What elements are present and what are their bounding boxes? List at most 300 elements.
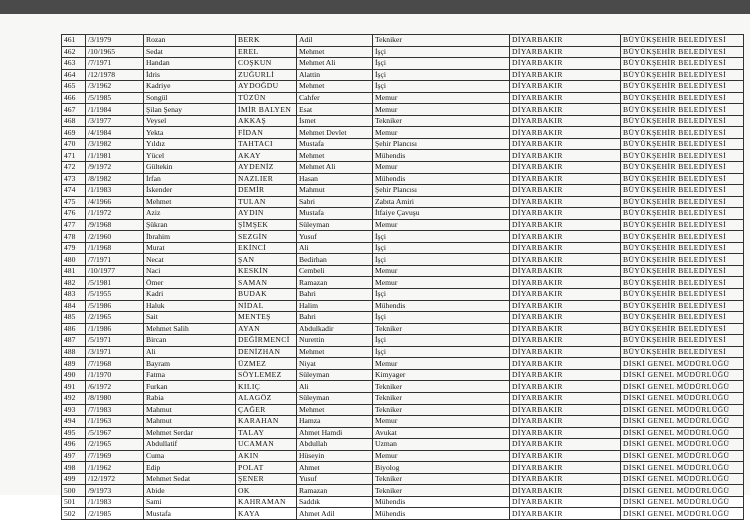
surname-cell: FİDAN — [236, 127, 297, 139]
city-cell: DİYARBAKIR — [510, 196, 621, 208]
table-row — [62, 219, 744, 231]
father-name-cell: Mehmet — [297, 346, 373, 358]
father-name-cell: Hasan — [297, 173, 373, 185]
row-number-cell: 470 — [62, 138, 86, 150]
position-cell: Tekniker — [373, 392, 510, 404]
first-name-cell: İdris — [144, 69, 236, 81]
institution-cell: BÜYÜKŞEHİR BELEDİYESİ — [621, 127, 744, 139]
birth-date-cell: /1/1986 — [86, 323, 144, 335]
row-number-cell: 495 — [62, 427, 86, 439]
table-row — [62, 404, 744, 416]
surname-cell: NİDAL — [236, 300, 297, 312]
birth-date-cell: /1/1968 — [86, 242, 144, 254]
first-name-cell: Mehmet Sedat — [144, 473, 236, 485]
city-cell: DİYARBAKIR — [510, 392, 621, 404]
row-number-cell: 467 — [62, 104, 86, 116]
first-name-cell: Kadri — [144, 289, 236, 301]
table-row — [62, 81, 744, 93]
surname-cell: KESKİN — [236, 265, 297, 277]
row-number-cell: 498 — [62, 462, 86, 474]
institution-cell: DİSKİ GENEL MÜDÜRLÜĞÜ — [621, 381, 744, 393]
position-cell: Tekniker — [373, 323, 510, 335]
birth-date-cell: /1/1983 — [86, 496, 144, 508]
birth-date-cell: /12/1978 — [86, 69, 144, 81]
city-cell: DİYARBAKIR — [510, 358, 621, 370]
father-name-cell: Saddık — [297, 496, 373, 508]
surname-cell: SAMAN — [236, 277, 297, 289]
city-cell: DİYARBAKIR — [510, 162, 621, 174]
father-name-cell: Hamza — [297, 416, 373, 428]
city-cell: DİYARBAKIR — [510, 289, 621, 301]
surname-cell: AKIN — [236, 450, 297, 462]
birth-date-cell: /7/1968 — [86, 358, 144, 370]
father-name-cell: Mustafa — [297, 208, 373, 220]
table-row — [62, 381, 744, 393]
city-cell: DİYARBAKIR — [510, 185, 621, 197]
table-row — [62, 185, 744, 197]
institution-cell: DİSKİ GENEL MÜDÜRLÜĞÜ — [621, 358, 744, 370]
birth-date-cell: /10/1977 — [86, 265, 144, 277]
city-cell: DİYARBAKIR — [510, 115, 621, 127]
first-name-cell: İbrahim — [144, 231, 236, 243]
table-row — [62, 242, 744, 254]
table-row — [62, 450, 744, 462]
position-cell: Tekniker — [373, 115, 510, 127]
birth-date-cell: /7/1971 — [86, 254, 144, 266]
father-name-cell: Abdullah — [297, 439, 373, 451]
position-cell: Memur — [373, 277, 510, 289]
position-cell: Memur — [373, 104, 510, 116]
institution-cell: DİSKİ GENEL MÜDÜRLÜĞÜ — [621, 508, 744, 520]
birth-date-cell: /3/1977 — [86, 115, 144, 127]
table-row — [62, 115, 744, 127]
surname-cell: ŞENER — [236, 473, 297, 485]
surname-cell: KAHRAMAN — [236, 496, 297, 508]
first-name-cell: Yekta — [144, 127, 236, 139]
row-number-cell: 496 — [62, 439, 86, 451]
table-row — [62, 254, 744, 266]
city-cell: DİYARBAKIR — [510, 138, 621, 150]
birth-date-cell: /3/1962 — [86, 81, 144, 93]
birth-date-cell: /9/1972 — [86, 162, 144, 174]
row-number-cell: 482 — [62, 277, 86, 289]
row-number-cell: 465 — [62, 81, 86, 93]
row-number-cell: 464 — [62, 69, 86, 81]
first-name-cell: Haluk — [144, 300, 236, 312]
surname-cell: TULAN — [236, 196, 297, 208]
city-cell: DİYARBAKIR — [510, 231, 621, 243]
table-row — [62, 104, 744, 116]
institution-cell: BÜYÜKŞEHİR BELEDİYESİ — [621, 312, 744, 324]
father-name-cell: Esat — [297, 104, 373, 116]
position-cell: İşçi — [373, 231, 510, 243]
table-row — [62, 208, 744, 220]
city-cell: DİYARBAKIR — [510, 346, 621, 358]
institution-cell: BÜYÜKŞEHİR BELEDİYESİ — [621, 277, 744, 289]
birth-date-cell: /7/1969 — [86, 450, 144, 462]
position-cell: Memur — [373, 450, 510, 462]
position-cell: Memur — [373, 127, 510, 139]
father-name-cell: Yusuf — [297, 231, 373, 243]
table-row — [62, 496, 744, 508]
surname-cell: ŞAN — [236, 254, 297, 266]
first-name-cell: Sait — [144, 312, 236, 324]
position-cell: Memur — [373, 358, 510, 370]
surname-cell: DEMİR — [236, 185, 297, 197]
row-number-cell: 500 — [62, 485, 86, 497]
birth-date-cell: /8/1982 — [86, 173, 144, 185]
institution-cell: BÜYÜKŞEHİR BELEDİYESİ — [621, 104, 744, 116]
first-name-cell: Necat — [144, 254, 236, 266]
institution-cell: BÜYÜKŞEHİR BELEDİYESİ — [621, 162, 744, 174]
first-name-cell: Abdullatif — [144, 439, 236, 451]
father-name-cell: Mehmet Devlet — [297, 127, 373, 139]
position-cell: Mühendis — [373, 508, 510, 520]
birth-date-cell: /1/1972 — [86, 208, 144, 220]
father-name-cell: Alattin — [297, 69, 373, 81]
institution-cell: BÜYÜKŞEHİR BELEDİYESİ — [621, 346, 744, 358]
row-number-cell: 487 — [62, 335, 86, 347]
birth-date-cell: /3/1971 — [86, 346, 144, 358]
first-name-cell: Edip — [144, 462, 236, 474]
birth-date-cell: /5/1981 — [86, 277, 144, 289]
father-name-cell: Ramazan — [297, 277, 373, 289]
table-row — [62, 173, 744, 185]
row-number-cell: 476 — [62, 208, 86, 220]
institution-cell: BÜYÜKŞEHİR BELEDİYESİ — [621, 335, 744, 347]
father-name-cell: İsmet — [297, 115, 373, 127]
surname-cell: AKKAŞ — [236, 115, 297, 127]
position-cell: Memur — [373, 219, 510, 231]
father-name-cell: Ali — [297, 381, 373, 393]
birth-date-cell: /2/1985 — [86, 508, 144, 520]
father-name-cell: Nurettin — [297, 335, 373, 347]
city-cell: DİYARBAKIR — [510, 439, 621, 451]
first-name-cell: Aziz — [144, 208, 236, 220]
table-row — [62, 369, 744, 381]
birth-date-cell: /5/1986 — [86, 300, 144, 312]
birth-date-cell: /7/1983 — [86, 404, 144, 416]
surname-cell: EKİNCİ — [236, 242, 297, 254]
surname-cell: ŞİMŞEK — [236, 219, 297, 231]
birth-date-cell: /3/1982 — [86, 138, 144, 150]
city-cell: DİYARBAKIR — [510, 35, 621, 47]
position-cell: İşçi — [373, 346, 510, 358]
father-name-cell: Mehmet Ali — [297, 58, 373, 70]
city-cell: DİYARBAKIR — [510, 416, 621, 428]
viewer-top-bar — [0, 0, 750, 14]
father-name-cell: Mehmet — [297, 81, 373, 93]
city-cell: DİYARBAKIR — [510, 81, 621, 93]
table-row — [62, 277, 744, 289]
first-name-cell: Mehmet — [144, 196, 236, 208]
position-cell: Memur — [373, 265, 510, 277]
row-number-cell: 490 — [62, 369, 86, 381]
father-name-cell: Abdulkadir — [297, 323, 373, 335]
birth-date-cell: /1/1970 — [86, 369, 144, 381]
institution-cell: BÜYÜKŞEHİR BELEDİYESİ — [621, 115, 744, 127]
table-row — [62, 35, 744, 47]
birth-date-cell: /6/1972 — [86, 381, 144, 393]
father-name-cell: Mustafa — [297, 138, 373, 150]
institution-cell: DİSKİ GENEL MÜDÜRLÜĞÜ — [621, 462, 744, 474]
city-cell: DİYARBAKIR — [510, 450, 621, 462]
row-number-cell: 472 — [62, 162, 86, 174]
table-row — [62, 473, 744, 485]
institution-cell: BÜYÜKŞEHİR BELEDİYESİ — [621, 81, 744, 93]
father-name-cell: Süleyman — [297, 392, 373, 404]
position-cell: İşçi — [373, 81, 510, 93]
city-cell: DİYARBAKIR — [510, 404, 621, 416]
institution-cell: BÜYÜKŞEHİR BELEDİYESİ — [621, 58, 744, 70]
table-row — [62, 508, 744, 520]
institution-cell: BÜYÜKŞEHİR BELEDİYESİ — [621, 69, 744, 81]
birth-date-cell: /1/1984 — [86, 104, 144, 116]
row-number-cell: 481 — [62, 265, 86, 277]
surname-cell: İMİR BALYEN — [236, 104, 297, 116]
city-cell: DİYARBAKIR — [510, 69, 621, 81]
city-cell: DİYARBAKIR — [510, 496, 621, 508]
father-name-cell: Yusuf — [297, 473, 373, 485]
position-cell: Tekniker — [373, 35, 510, 47]
position-cell: İşçi — [373, 312, 510, 324]
position-cell: İşçi — [373, 69, 510, 81]
surname-cell: AYDOĞDU — [236, 81, 297, 93]
institution-cell: BÜYÜKŞEHİR BELEDİYESİ — [621, 242, 744, 254]
table-row — [62, 323, 744, 335]
institution-cell: BÜYÜKŞEHİR BELEDİYESİ — [621, 208, 744, 220]
row-number-cell: 479 — [62, 242, 86, 254]
first-name-cell: Veysel — [144, 115, 236, 127]
institution-cell: DİSKİ GENEL MÜDÜRLÜĞÜ — [621, 369, 744, 381]
surname-cell: ALAGÖZ — [236, 392, 297, 404]
table-row — [62, 358, 744, 370]
surname-cell: KARAHAN — [236, 416, 297, 428]
position-cell: Memur — [373, 92, 510, 104]
surname-cell: POLAT — [236, 462, 297, 474]
institution-cell: DİSKİ GENEL MÜDÜRLÜĞÜ — [621, 473, 744, 485]
institution-cell: BÜYÜKŞEHİR BELEDİYESİ — [621, 173, 744, 185]
position-cell: Tekniker — [373, 485, 510, 497]
first-name-cell: Fatma — [144, 369, 236, 381]
first-name-cell: Şilan Şenay — [144, 104, 236, 116]
city-cell: DİYARBAKIR — [510, 58, 621, 70]
city-cell: DİYARBAKIR — [510, 104, 621, 116]
city-cell: DİYARBAKIR — [510, 335, 621, 347]
table-row — [62, 46, 744, 58]
institution-cell: BÜYÜKŞEHİR BELEDİYESİ — [621, 323, 744, 335]
row-number-cell: 468 — [62, 115, 86, 127]
institution-cell: BÜYÜKŞEHİR BELEDİYESİ — [621, 150, 744, 162]
institution-cell: BÜYÜKŞEHİR BELEDİYESİ — [621, 185, 744, 197]
first-name-cell: Rabia — [144, 392, 236, 404]
first-name-cell: Yıldız — [144, 138, 236, 150]
birth-date-cell: /5/1985 — [86, 92, 144, 104]
row-number-cell: 475 — [62, 196, 86, 208]
institution-cell: BÜYÜKŞEHİR BELEDİYESİ — [621, 300, 744, 312]
row-number-cell: 497 — [62, 450, 86, 462]
father-name-cell: Bahri — [297, 312, 373, 324]
institution-cell: BÜYÜKŞEHİR BELEDİYESİ — [621, 138, 744, 150]
position-cell: Memur — [373, 416, 510, 428]
row-number-cell: 499 — [62, 473, 86, 485]
birth-date-cell: /2/1965 — [86, 439, 144, 451]
row-number-cell: 501 — [62, 496, 86, 508]
institution-cell: DİSKİ GENEL MÜDÜRLÜĞÜ — [621, 439, 744, 451]
personnel-table-body — [62, 35, 744, 520]
row-number-cell: 485 — [62, 312, 86, 324]
city-cell: DİYARBAKIR — [510, 427, 621, 439]
surname-cell: MENTEŞ — [236, 312, 297, 324]
birth-date-cell: /7/1971 — [86, 58, 144, 70]
institution-cell: BÜYÜKŞEHİR BELEDİYESİ — [621, 35, 744, 47]
city-cell: DİYARBAKIR — [510, 485, 621, 497]
institution-cell: BÜYÜKŞEHİR BELEDİYESİ — [621, 46, 744, 58]
row-number-cell: 488 — [62, 346, 86, 358]
birth-date-cell: /5/1967 — [86, 427, 144, 439]
first-name-cell: Murat — [144, 242, 236, 254]
row-number-cell: 461 — [62, 35, 86, 47]
father-name-cell: Mehmet — [297, 150, 373, 162]
first-name-cell: İskender — [144, 185, 236, 197]
institution-cell: BÜYÜKŞEHİR BELEDİYESİ — [621, 254, 744, 266]
surname-cell: EREL — [236, 46, 297, 58]
table-row — [62, 392, 744, 404]
row-number-cell: 502 — [62, 508, 86, 520]
position-cell: Uzman — [373, 439, 510, 451]
first-name-cell: Sami — [144, 496, 236, 508]
city-cell: DİYARBAKIR — [510, 369, 621, 381]
table-row — [62, 92, 744, 104]
father-name-cell: Mehmet — [297, 46, 373, 58]
city-cell: DİYARBAKIR — [510, 173, 621, 185]
surname-cell: OK — [236, 485, 297, 497]
surname-cell: AYAN — [236, 323, 297, 335]
position-cell: Avukat — [373, 427, 510, 439]
position-cell: Şehir Plancısı — [373, 138, 510, 150]
birth-date-cell: /1/1983 — [86, 185, 144, 197]
institution-cell: DİSKİ GENEL MÜDÜRLÜĞÜ — [621, 450, 744, 462]
first-name-cell: Bayram — [144, 358, 236, 370]
institution-cell: BÜYÜKŞEHİR BELEDİYESİ — [621, 196, 744, 208]
first-name-cell: Kadriye — [144, 81, 236, 93]
table-row — [62, 196, 744, 208]
birth-date-cell: /1/1981 — [86, 150, 144, 162]
institution-cell: BÜYÜKŞEHİR BELEDİYESİ — [621, 219, 744, 231]
father-name-cell: Sabri — [297, 196, 373, 208]
father-name-cell: Ahmet Hamdi — [297, 427, 373, 439]
row-number-cell: 474 — [62, 185, 86, 197]
table-row — [62, 289, 744, 301]
father-name-cell: Ali — [297, 242, 373, 254]
city-cell: DİYARBAKIR — [510, 92, 621, 104]
father-name-cell: Hüseyin — [297, 450, 373, 462]
father-name-cell: Adil — [297, 35, 373, 47]
table-row — [62, 150, 744, 162]
position-cell: Mühendis — [373, 173, 510, 185]
birth-date-cell: /12/1972 — [86, 473, 144, 485]
row-number-cell: 466 — [62, 92, 86, 104]
position-cell: Mühendis — [373, 300, 510, 312]
birth-date-cell: /2/1965 — [86, 312, 144, 324]
row-number-cell: 478 — [62, 231, 86, 243]
first-name-cell: Furkan — [144, 381, 236, 393]
first-name-cell: Rozan — [144, 35, 236, 47]
surname-cell: AYDENİZ — [236, 162, 297, 174]
city-cell: DİYARBAKIR — [510, 208, 621, 220]
institution-cell: DİSKİ GENEL MÜDÜRLÜĞÜ — [621, 496, 744, 508]
first-name-cell: Bircan — [144, 335, 236, 347]
father-name-cell: Mahmut — [297, 185, 373, 197]
city-cell: DİYARBAKIR — [510, 46, 621, 58]
surname-cell: AYDIN — [236, 208, 297, 220]
position-cell: İşçi — [373, 58, 510, 70]
row-number-cell: 492 — [62, 392, 86, 404]
position-cell: Tekniker — [373, 404, 510, 416]
father-name-cell: Ramazan — [297, 485, 373, 497]
table-row — [62, 335, 744, 347]
birth-date-cell: /9/1968 — [86, 219, 144, 231]
table-row — [62, 300, 744, 312]
table-row — [62, 265, 744, 277]
institution-cell: DİSKİ GENEL MÜDÜRLÜĞÜ — [621, 392, 744, 404]
father-name-cell: Mehmet — [297, 404, 373, 416]
city-cell: DİYARBAKIR — [510, 473, 621, 485]
surname-cell: KILIÇ — [236, 381, 297, 393]
surname-cell: TALAY — [236, 427, 297, 439]
surname-cell: BERK — [236, 35, 297, 47]
first-name-cell: İrfan — [144, 173, 236, 185]
surname-cell: DENİZHAN — [236, 346, 297, 358]
city-cell: DİYARBAKIR — [510, 254, 621, 266]
first-name-cell: Gültekin — [144, 162, 236, 174]
father-name-cell: Halim — [297, 300, 373, 312]
position-cell: Mühendis — [373, 150, 510, 162]
table-row — [62, 346, 744, 358]
position-cell: İşçi — [373, 335, 510, 347]
surname-cell: ÜZMEZ — [236, 358, 297, 370]
father-name-cell: Ahmet Adil — [297, 508, 373, 520]
first-name-cell: Mustafa — [144, 508, 236, 520]
city-cell: DİYARBAKIR — [510, 242, 621, 254]
position-cell: Memur — [373, 162, 510, 174]
surname-cell: COŞKUN — [236, 58, 297, 70]
document-sheet — [0, 14, 750, 518]
surname-cell: DEĞİRMENCİ — [236, 335, 297, 347]
first-name-cell: Ali — [144, 346, 236, 358]
birth-date-cell: /2/1960 — [86, 231, 144, 243]
father-name-cell: Mehmet Ali — [297, 162, 373, 174]
row-number-cell: 469 — [62, 127, 86, 139]
row-number-cell: 494 — [62, 416, 86, 428]
birth-date-cell: /3/1979 — [86, 35, 144, 47]
institution-cell: DİSKİ GENEL MÜDÜRLÜĞÜ — [621, 427, 744, 439]
personnel-table — [61, 34, 744, 520]
city-cell: DİYARBAKIR — [510, 300, 621, 312]
city-cell: DİYARBAKIR — [510, 219, 621, 231]
city-cell: DİYARBAKIR — [510, 381, 621, 393]
table-row — [62, 58, 744, 70]
birth-date-cell: /5/1955 — [86, 289, 144, 301]
surname-cell: SEZGİN — [236, 231, 297, 243]
table-row — [62, 427, 744, 439]
position-cell: Şehir Plancısı — [373, 185, 510, 197]
surname-cell: SÖYLEMEZ — [236, 369, 297, 381]
table-row — [62, 312, 744, 324]
position-cell: İşçi — [373, 242, 510, 254]
first-name-cell: Naci — [144, 265, 236, 277]
surname-cell: KAYA — [236, 508, 297, 520]
